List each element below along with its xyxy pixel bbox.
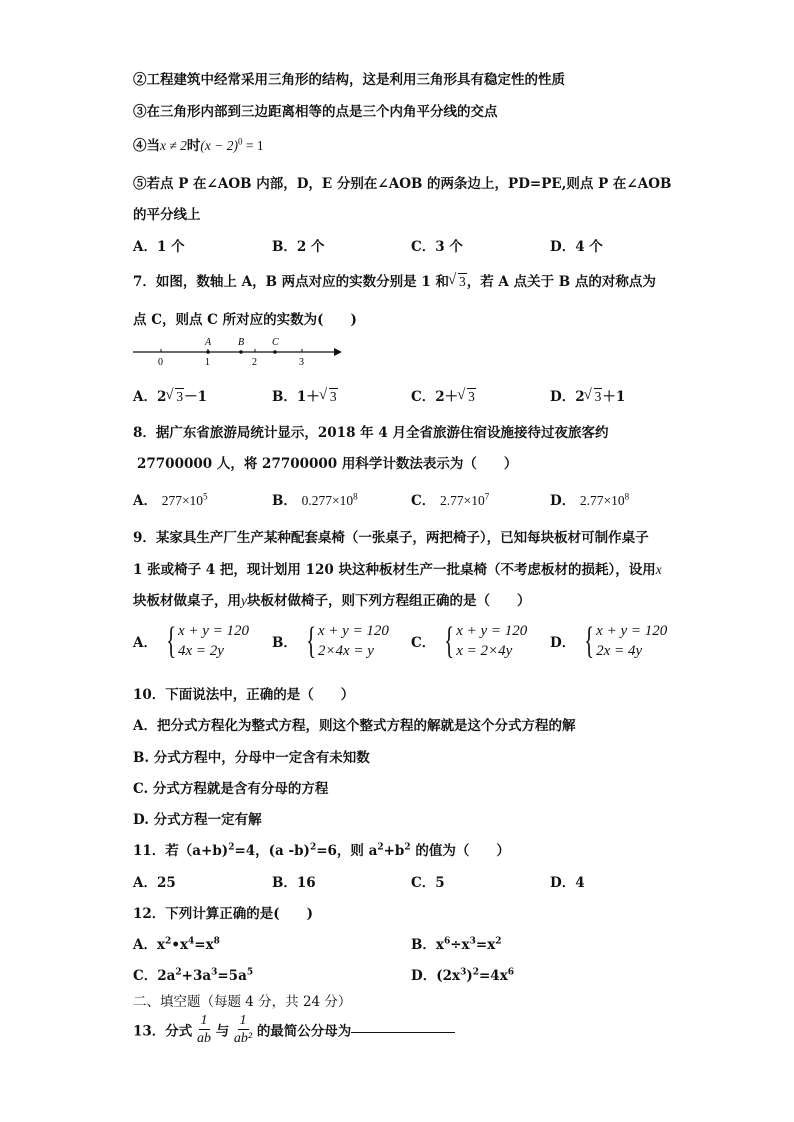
- tick-label-3: 3: [299, 357, 304, 368]
- q7-stem-line1: 7．如图，数轴上 A，B 两点对应的实数分别是 1 和√ 3，若 A 点关于 B 点的对称点为: [133, 270, 656, 290]
- q12-option-c: C．$2a^2+3a^3=5a^5$: [133, 967, 254, 984]
- q6-option-a: A．1 个: [133, 239, 185, 255]
- q11-stem: 11．若（a+b)$^2$=4，(a -b)$^2$=6，则 $a^2+b^2$ 的值为（ ）: [133, 842, 510, 859]
- q12-option-a: A．$x^2•x^4=x^8$: [133, 936, 220, 953]
- q8-option-c: C． $2.77\times 10^7$: [411, 491, 490, 509]
- q6-option-c: C．3 个: [411, 239, 463, 255]
- q10-stem: 10．下面说法中，正确的是（ ）: [133, 687, 355, 703]
- point-b-label: B: [238, 337, 245, 348]
- tick-label-2: 2: [252, 357, 257, 368]
- statement-2: ②工程建筑中经常采用三角形的结构，这是利用三角形具有稳定性的性质: [133, 72, 565, 88]
- q6-option-b: B．2 个: [272, 239, 325, 255]
- q12-option-d: D．$(2x^3)^2=4x^6$: [411, 967, 515, 984]
- q7-option-a: A．2√ 3－1: [133, 385, 207, 405]
- q11-option-b: B．16: [272, 875, 316, 891]
- q6-option-d: D．4 个: [550, 239, 603, 255]
- fraction-2: $\frac{1}{\text{ab²}}$: [233, 1013, 253, 1046]
- q10-option-b: B. 分式方程中，分母中一定含有未知数: [133, 750, 370, 766]
- statement-5-line1: ⑤若点 P 在∠AOB 内部，D，E 分别在∠AOB 的两条边上，PD=PE,则点 P 在∠AOB: [133, 176, 672, 192]
- q10-option-d: D. 分式方程一定有解: [133, 812, 262, 828]
- q9-option-a: A． { x + y = 120 4x = 2y: [133, 620, 249, 662]
- fraction-1: $\frac{1}{ab}$: [197, 1013, 211, 1046]
- q7-option-b: B．1＋√ 3: [272, 385, 338, 405]
- section-heading-fill-in: 二、填空题（每题 4 分，共 24 分）: [133, 994, 352, 1010]
- q9-option-b: B． { x + y = 120 2×4x = y: [272, 620, 389, 662]
- q9-stem-line1: 9．某家具生产厂生产某种配套桌椅（一张桌子，两把椅子），已知每块板材可制作桌子: [133, 530, 649, 546]
- tick-label-0: 0: [158, 357, 163, 368]
- point-c: [273, 350, 277, 354]
- number-line-arrow: [334, 348, 342, 356]
- q9-option-d: D． { x + y = 120 2x = 4y: [550, 620, 668, 662]
- q7-option-d: D．2√ 3＋1: [550, 385, 625, 405]
- q10-option-a: A．把分式方程化为整式方程，则这个整式方程的解就是这个分式方程的解: [133, 718, 576, 734]
- q12-stem: 12．下列计算正确的是( ): [133, 906, 314, 922]
- statement-5-line2: 的平分线上: [133, 207, 201, 223]
- q11-option-d: D．4: [550, 875, 585, 891]
- q11-option-a: A．25: [133, 875, 176, 891]
- number-line-figure: [128, 330, 348, 372]
- q9-option-c: C． { x + y = 120 x = 2×4y: [411, 620, 528, 662]
- q7-option-c: C．2＋√ 3: [411, 385, 476, 405]
- point-c-label: C: [272, 337, 279, 348]
- q11-option-c: C．5: [411, 875, 445, 891]
- answer-blank[interactable]: [351, 1018, 455, 1033]
- tick-label-1: 1: [205, 357, 210, 368]
- q8-stem-line2: 27700000 人，将 27700000 用科学计数法表示为（ ）: [137, 456, 518, 472]
- q8-stem-line1: 8．据广东省旅游局统计显示，2018 年 4 月全省旅游住宿设施接待过夜旅客约: [133, 425, 609, 441]
- point-b: [239, 350, 243, 354]
- q10-option-c: C. 分式方程就是含有分母的方程: [133, 781, 329, 797]
- point-a: [206, 350, 210, 354]
- q7-stem-line2: 点 C，则点 C 所对应的实数为( ): [133, 312, 357, 328]
- q8-option-d: D． $2.77\times 10^8$: [550, 491, 630, 509]
- q8-option-a: A． $277\times 10^5$: [133, 491, 208, 509]
- q12-option-b: B．$x^6\div x^3=x^2$: [411, 936, 502, 953]
- statement-3: ③在三角形内部到三边距离相等的点是三个内角平分线的交点: [133, 104, 498, 120]
- statement-4: ④当x ≠ 2时$(x - 2)^0 = 1$: [133, 136, 264, 154]
- q9-stem-line3: 块板材做桌子，用y块板材做椅子，则下列方程组正确的是（ ）: [133, 593, 531, 609]
- q13-stem: 13．分式 $\frac{1}{ab}$ 与 $\frac{1}{\text{ab²}}$ 的最简公分母为: [133, 1012, 455, 1047]
- q8-option-b: B． $0.277\times 10^8$: [272, 491, 358, 509]
- point-a-label: A: [205, 337, 212, 348]
- q9-stem-line2: 1 张或椅子 4 把，现计划用 120 块这种板材生产一批桌椅（不考虑板材的损耗），设用x: [133, 562, 662, 578]
